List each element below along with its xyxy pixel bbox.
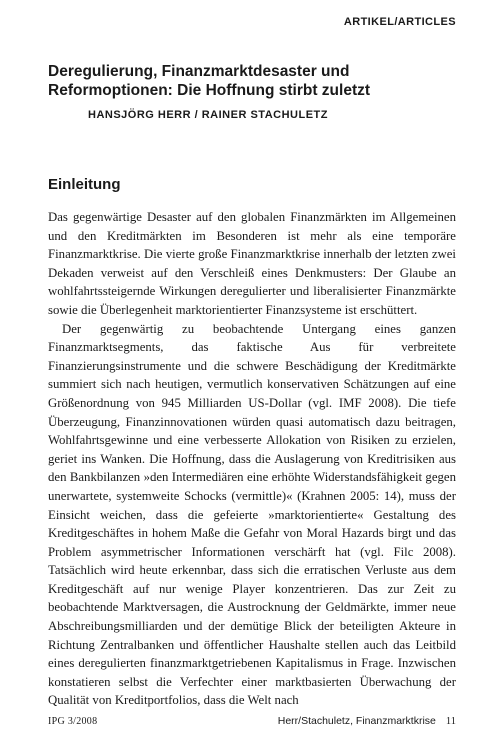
paragraph: Das gegenwärtige Desaster auf den globalen Finanzmärkten im Allgemeinen und den Kreditmärkten im Besonderen ist mehr als eine temporäre Finanzmarktkrise. Die vierte große Finanzmarktkrise innerhalb der letzten zwei Dekaden verweist auf den Verschleiß eines Denkmusters: Der Glaube an wohlfahrtssteigernde Wirkungen deregulierter und liberalisierter Finanzmärkte sowie die Überlegenheit marktorientierter Finanzsysteme ist erschüttert. [48,210,456,317]
article-title: Deregulierung, Finanzmarktdesaster und Reformoptionen: Die Hoffnung stirbt zuletzt [48,63,371,99]
journal-issue: IPG 3/2008 [48,716,98,727]
paragraph: Der gegenwärtig zu beobachtende Untergang eines ganzen Finanzmarktsegments, das faktische Aus für verbreitete Finanzierungsinstrumente und die schwere Beschädigung der Kreditmärkte summiert sich nach heutigen, vermutlich konservativen Schätzungen auf eine Größenordnung von 945 Milliarden US-Dollar (vgl. IMF 2008). Die tiefe Überzeugung, Finanzinnovationen würden quasi automatisch dazu beitragen, Wohlfahrtsgewinne und eine verbesserte Allokation von Risiken zu erzielen, geriet ins Wanken. Die Hoffnung, dass die Auslagerung von Kreditrisiken aus den Bankbilanzen »den Intermediären eine erhöhte Widerstandsfähigkeit gegen unerwartete, systemweite Schocks (vermittle)« (Krahnen 2005: 14), muss der Einsicht weichen, dass die gefeierte »marktorientierte« Gestaltung des Kreditgeschäftes in hohem Maße die Gefahr von Moral Hazards birgt und das Problem asymmetrischer Informationen verschärft hat (vgl. Filc 2008). Tatsächlich wird heute erkennbar, dass sich die erratischen Verluste aus dem Kreditgeschäft auf nur wenige Player konzentrieren. Das zur Zeit zu beobachtende Marktversagen, die Austrocknung der Geldmärkte, immer neue Abschreibungsmilliarden und der demütige Blick der beteiligten Akteure in Richtung Zentralbanken und öffentlicher Haushalte stellen auch das Leitbild eines deregulierten finanzmarktgetriebenen Kapitalismus in Frage. Inzwischen konstatieren selbst die Verfechter einer marktbasierten Überwachung der Qualität von Kreditportfolios, dass die Welt nach [48,321,456,708]
section-heading: Einleitung [48,176,121,193]
running-footer [278,715,456,727]
article-authors: HANSJÖRG HERR / RAINER STACHULETZ [88,109,328,121]
page-number: 11 [445,716,456,727]
body-text [48,208,456,710]
section-tag: ARTIKEL/ARTICLES [343,16,456,28]
running-title: Herr/Stachuletz, Finanzmarktkrise [277,715,436,727]
